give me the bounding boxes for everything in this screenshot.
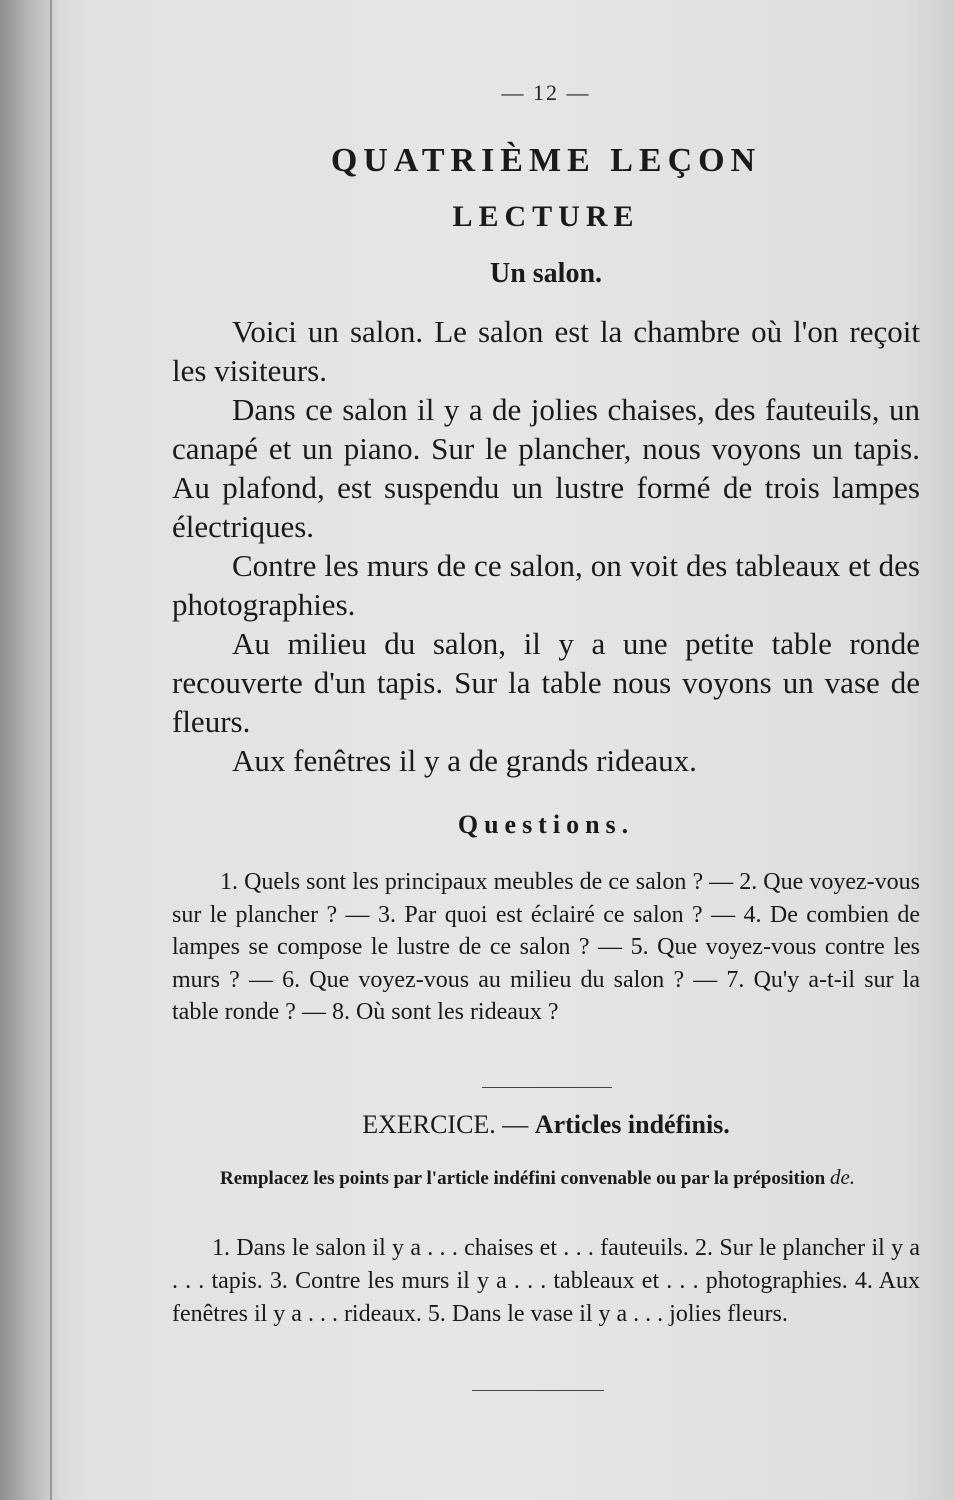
exercise-topic: Articles indéfinis. <box>534 1110 730 1139</box>
instruction-word: de. <box>829 1165 856 1189</box>
exercise-instruction <box>172 1164 920 1192</box>
section-title: LECTURE <box>452 200 640 233</box>
page-number: — 12 — <box>501 80 591 105</box>
reading-paragraph: Contre les murs de ce salon, on voit des tableaux et des photographies. <box>172 548 920 622</box>
instruction-text: Remplacez les points par l'article indéfini convenable ou par la préposition <box>220 1168 826 1189</box>
reading-paragraph: Au milieu du salon, il y a une petite table ronde recouverte d'un tapis. Sur la table nous voyons un vase de fleurs. <box>172 626 920 739</box>
divider <box>482 1087 612 1088</box>
binding-edge <box>50 0 52 1500</box>
exercise-label: EXERCICE. — <box>362 1110 535 1139</box>
divider <box>472 1390 604 1391</box>
reading-paragraph: Dans ce salon il y a de jolies chaises, des fauteuils, un canapé et un piano. Sur le plancher, nous voyons un tapis. Au plafond, est suspendu un lustre formé de trois lampes électriques. <box>172 392 920 544</box>
reading-paragraph: Voici un salon. Le salon est la chambre où l'on reçoit les visiteurs. <box>172 314 920 388</box>
reading-paragraph: Aux fenêtres il y a de grands rideaux. <box>232 743 697 778</box>
exercise-heading <box>172 1110 920 1140</box>
reading-title: Un salon. <box>489 258 603 289</box>
reading-text <box>172 312 920 780</box>
questions-title: Questions. <box>457 810 635 839</box>
questions-text: 1. Quels sont les principaux meubles de ce salon ? — 2. Que voyez-vous sur le plancher ? — 3. Par quoi est éclairé ce salon ? — 4. De combien de lampes se compose le lustre de ce salon ? — 5. Que voyez-vous contre les murs ? — 6. Que voyez-vous au milieu du salon ? — 7. Qu'y a-t-il sur la table ronde ? — 8. Où sont les rideaux ? <box>172 869 920 1025</box>
exercise-text: 1. Dans le salon il y a . . . chaises et . . . fauteuils. 2. Sur le plancher il y a . . . tapis. 3. Contre les murs il y a . . . tableaux et . . . photographies. 4. Aux fenêtres il y a . . . rideaux. 5. Dans le vase il y a . . . jolies fleurs. <box>172 1235 920 1327</box>
lesson-title: QUATRIÈME LEÇON <box>330 142 762 179</box>
